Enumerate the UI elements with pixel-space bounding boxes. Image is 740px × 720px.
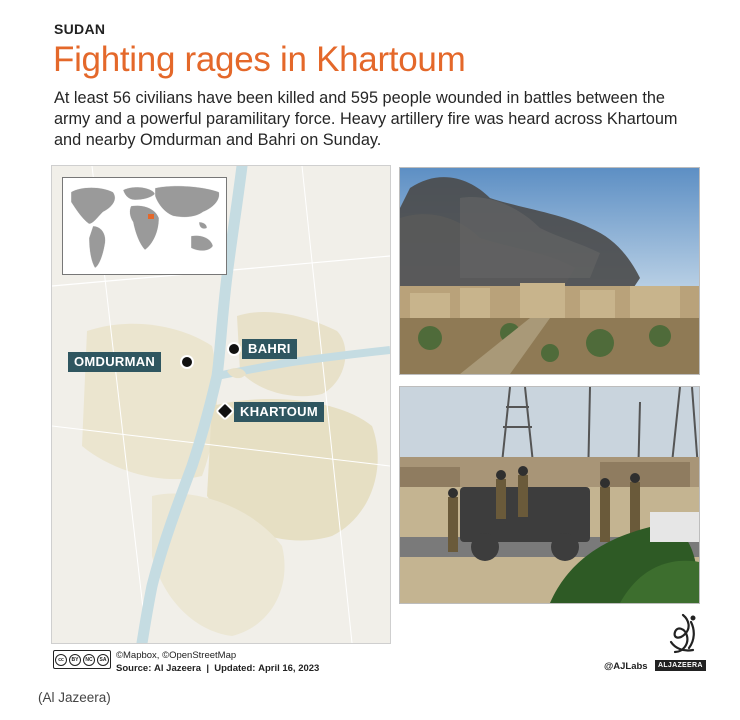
license-nc: NC — [83, 654, 95, 666]
place-label-khartoum[interactable]: KHARTOUM — [234, 402, 324, 422]
ajlabs-handle: @AJLabs — [604, 661, 648, 672]
world-inset-map — [62, 177, 227, 275]
soldiers-photo-illustration — [400, 387, 699, 603]
source-value: Al Jazeera — [154, 663, 202, 674]
updated-label: Updated: — [214, 663, 256, 674]
map-attribution: ©Mapbox, ©OpenStreetMap — [116, 650, 237, 661]
headline: Fighting rages in Khartoum — [53, 40, 466, 79]
cc-license-badge — [53, 650, 111, 669]
aljazeera-wordmark: ALJAZEERA — [655, 660, 706, 671]
updated-value: April 16, 2023 — [258, 663, 320, 674]
place-label-omdurman[interactable]: OMDURMAN — [68, 352, 161, 372]
cc-icon: cc — [55, 654, 67, 666]
sudan-highlight — [148, 214, 154, 219]
image-caption: (Al Jazeera) — [38, 690, 111, 705]
smoke-photo-illustration — [400, 168, 699, 374]
license-sa: SA — [97, 654, 109, 666]
photo-soldiers-vehicle — [399, 386, 700, 604]
source-line — [116, 662, 319, 675]
source-label: Source: — [116, 663, 152, 674]
omdurman-marker[interactable] — [180, 355, 194, 369]
license-by: BY — [69, 654, 81, 666]
credits — [116, 649, 319, 675]
bahri-marker[interactable] — [227, 342, 241, 356]
world-map-icon — [63, 178, 226, 274]
aljazeera-logo-icon — [663, 612, 703, 658]
subtitle: At least 56 civilians have been killed and 595 people wounded in battles between the army and a powerful paramilitary force. Heavy artillery fire was heard across Khartoum and nearby Omdurman and Bahri on Sunday. — [54, 89, 678, 149]
kicker: SUDAN — [54, 21, 106, 37]
photo-smoke-over-city — [399, 167, 700, 375]
khartoum-map[interactable] — [51, 165, 391, 644]
place-label-bahri[interactable]: BAHRI — [242, 339, 297, 359]
separator: | — [206, 663, 209, 674]
